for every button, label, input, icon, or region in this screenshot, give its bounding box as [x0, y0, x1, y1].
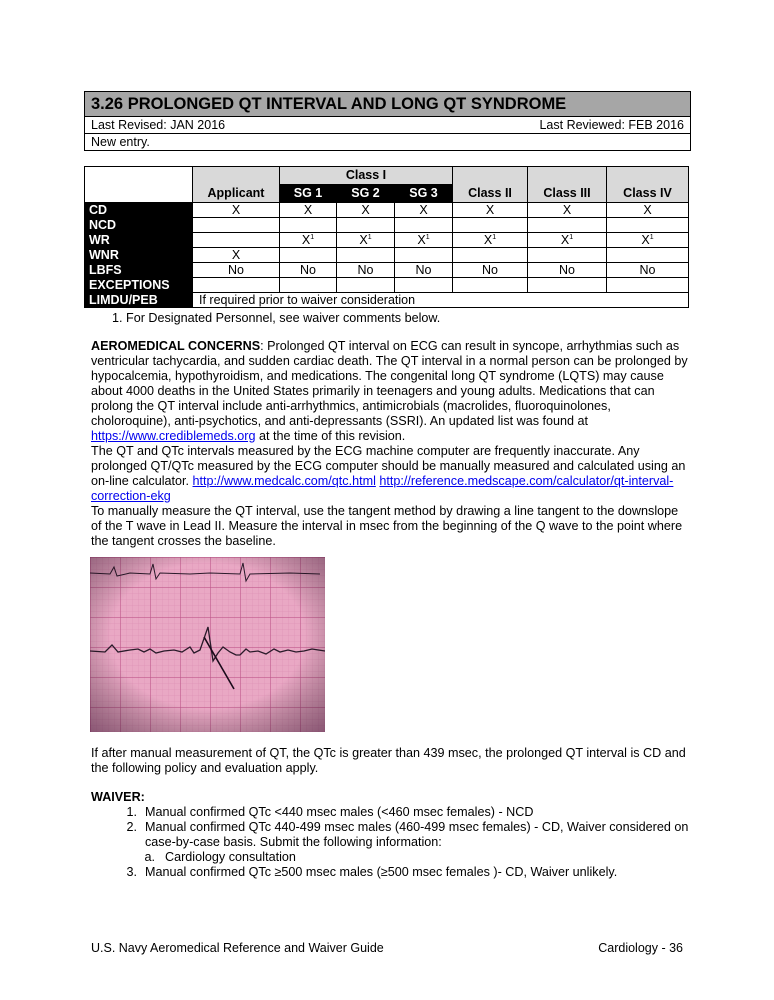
table-cell	[193, 278, 280, 293]
table-cell	[528, 248, 607, 263]
waiver-item-num: 1.	[126, 805, 137, 819]
table-cell	[193, 263, 280, 278]
table-cell	[280, 263, 337, 278]
table-cell	[280, 278, 337, 293]
table-cell	[337, 248, 395, 263]
waiver-item	[91, 805, 689, 820]
col-header: Applicant	[193, 167, 280, 203]
table-cell	[453, 248, 528, 263]
revision-row	[85, 117, 690, 134]
row-label: LBFS	[85, 263, 193, 278]
table-cell	[280, 218, 337, 233]
table-row	[85, 263, 689, 278]
footnote-marker: 1	[367, 234, 372, 241]
waiver-item-num: 3.	[126, 865, 137, 879]
footnote-marker: 1	[310, 234, 315, 241]
waiver-item-text: Manual confirmed QTc 440-499 msec males (460-499 msec females) - CD, Waiver considered on case-by-case basis. Submit the following information:	[145, 820, 689, 849]
table-cell	[395, 248, 453, 263]
table-cell	[607, 203, 689, 218]
cell-value: No	[415, 263, 432, 277]
aeromedical-concerns	[91, 339, 689, 549]
table-cell	[193, 203, 280, 218]
medscape-link[interactable]: http://reference.medscape.com/calculator/qt-interval-correction-ekg	[91, 474, 674, 503]
concerns-paragraph-3: To manually measure the QT interval, use the tangent method by drawing a line tangent to the downslope of the T wave in Lead II. Measure the interval in msec from the beginning of the Q wave to the point where the tangent crosses the baseline.	[91, 504, 683, 548]
row-label: CD	[85, 203, 193, 218]
waiver-heading: WAIVER:	[91, 790, 145, 804]
table-row	[85, 248, 689, 263]
waiver-subitem-num: a.	[144, 850, 155, 864]
table-cell	[193, 233, 280, 248]
table-cell	[607, 278, 689, 293]
table-cell	[453, 278, 528, 293]
concerns-paragraph-1: AEROMEDICAL CONCERNS: Prolonged QT interval on ECG can result in syncope, arrhythmias such as ventricular tachycardia, and sudden cardiac death. The QT interval in a normal person can be prolonged by hypocalcemia, hypothyroidism, and medications. The congenital long QT syndrome (LQTS) may cause about 4000 deaths in the United States primarily in teenagers and young adults. Medications that can prolong the QT interval include anti-arrhythmics, antimicrobials (macrolides, fluoroquinolones, choloroquine), anti-psychotics, and anti-depressants (SSRI). An updated list was found at https://www.crediblemeds.org at the time of this revision.	[91, 339, 688, 443]
table-cell	[453, 218, 528, 233]
table-cell	[607, 248, 689, 263]
table-cell	[337, 233, 395, 248]
cell-value: No	[639, 263, 656, 277]
crediblemeds-link[interactable]: https://www.crediblemeds.org	[91, 429, 256, 443]
after-image-text: If after manual measurement of QT, the QTc is greater than 439 msec, the prolonged QT interval is CD and the following policy and evaluation apply.	[91, 746, 686, 775]
table-corner	[85, 167, 193, 203]
footer-guide-title: U.S. Navy Aeromedical Reference and Waiver Guide	[91, 941, 384, 955]
table-cell	[395, 203, 453, 218]
table-cell	[280, 248, 337, 263]
entry-note: New entry.	[91, 135, 150, 149]
concerns-paragraph-2	[91, 444, 689, 504]
waiver-subitem-text: Cardiology consultation	[165, 850, 296, 864]
cell-value: X	[301, 233, 311, 247]
row-label: WNR	[85, 248, 193, 263]
table-row	[85, 233, 689, 248]
col-header: SG 3	[395, 185, 453, 203]
footnote-marker: 1	[492, 234, 497, 241]
cell-value: X	[359, 233, 368, 247]
footnote-marker: 1	[569, 234, 574, 241]
table-footnote: 1. For Designated Personnel, see waiver comments below.	[112, 311, 441, 325]
footer-page-number: Cardiology - 36	[598, 941, 683, 955]
cell-value: No	[357, 263, 374, 277]
table-cell	[395, 233, 453, 248]
table-cell	[528, 203, 607, 218]
row-label: LIMDU/PEB	[85, 293, 193, 308]
cell-value: X	[562, 203, 572, 217]
table-cell	[395, 278, 453, 293]
cell-value: X	[303, 203, 313, 217]
table-cell	[607, 218, 689, 233]
waiver-item-text: Manual confirmed QTc <440 msec males (<460 msec females) - NCD	[145, 805, 534, 819]
cell-value: X	[483, 233, 493, 247]
col-header: Class IV	[607, 167, 689, 203]
table-cell	[528, 218, 607, 233]
table-cell	[528, 263, 607, 278]
table-cell	[193, 248, 280, 263]
table-cell	[337, 263, 395, 278]
waiver-item-text: Manual confirmed QTc ≥500 msec males (≥500 msec females )- CD, Waiver unlikely.	[145, 865, 618, 879]
concerns-heading: AEROMEDICAL CONCERNS	[91, 339, 261, 353]
classification-table	[84, 166, 689, 308]
section-header-box	[84, 91, 691, 151]
cell-value: X	[419, 203, 428, 217]
cell-value: No	[482, 263, 498, 277]
table-cell	[528, 278, 607, 293]
table-cell	[280, 233, 337, 248]
class-i-group-header: Class I	[280, 167, 453, 185]
table-body	[85, 203, 689, 293]
table-cell	[607, 263, 689, 278]
table-cell	[453, 203, 528, 218]
table-cell	[337, 278, 395, 293]
waiver-item-num: 2.	[126, 820, 137, 834]
medcalc-link[interactable]: http://www.medcalc.com/qtc.html	[192, 474, 376, 488]
cell-value: X	[560, 233, 570, 247]
table-cell	[453, 233, 528, 248]
ecg-tracing-image	[90, 557, 325, 732]
row-label: WR	[85, 233, 193, 248]
col-header: SG 1	[280, 185, 337, 203]
col-header: Class II	[453, 167, 528, 203]
table-cell	[607, 233, 689, 248]
table-cell	[395, 218, 453, 233]
table-cell	[528, 233, 607, 248]
col-header: SG 2	[337, 185, 395, 203]
waiver-list	[91, 805, 689, 880]
cell-value: X	[485, 203, 495, 217]
cell-value: X	[641, 233, 650, 247]
table-row	[85, 218, 689, 233]
cell-value: X	[417, 233, 426, 247]
cell-value: X	[643, 203, 652, 217]
cell-value: No	[228, 263, 244, 277]
limdu-text: If required prior to waiver consideration	[193, 293, 689, 308]
row-label: NCD	[85, 218, 193, 233]
table-row	[85, 203, 689, 218]
cell-value: No	[300, 263, 316, 277]
footnote-marker: 1	[649, 234, 654, 241]
waiver-item	[91, 820, 689, 850]
waiver-item	[91, 865, 689, 880]
concerns-text: Prolonged QT interval on ECG can result in syncope, arrhythmias such as ventricular tachycardia, and sudden cardiac death. The QT interval in a normal person can be prolonged by hypocalcemia, hypothyroidism, and medications. The congenital long QT syndrome (LQTS) may cause about 4000 deaths in the United States primarily in teenagers and young adults. Medications that can prolong the QT interval include anti-arrhythmics, antimicrobials (macrolides, fluoroquinolones, choloroquine), anti-psychotics, and anti-depressants (SSRI). An updated list was found at	[91, 339, 688, 428]
concerns-text-end: at the time of this revision.	[259, 429, 406, 443]
table-cell	[337, 218, 395, 233]
table-cell	[337, 203, 395, 218]
row-label: EXCEPTIONS	[85, 278, 193, 293]
waiver-subitem	[91, 850, 689, 865]
cell-value: No	[559, 263, 575, 277]
table-row	[85, 278, 689, 293]
cell-value: X	[231, 248, 241, 262]
footnote-marker: 1	[425, 234, 430, 241]
last-revised: Last Revised: JAN 2016	[91, 118, 226, 132]
col-header: Class III	[528, 167, 607, 203]
last-reviewed: Last Reviewed: FEB 2016	[539, 118, 684, 132]
cell-value: X	[361, 203, 370, 217]
concerns-text-2: The QT and QTc intervals measured by the ECG machine computer are frequently inaccurate. Any prolonged QT/QTc measured by the ECG computer should be manually measured and calculated using an on-line calculator.	[91, 444, 686, 488]
table-cell	[280, 203, 337, 218]
table-cell	[453, 263, 528, 278]
section-title: 3.26 PROLONGED QT INTERVAL AND LONG QT SYNDROME	[85, 92, 690, 117]
table-cell	[395, 263, 453, 278]
cell-value: X	[231, 203, 241, 217]
table-cell	[193, 218, 280, 233]
